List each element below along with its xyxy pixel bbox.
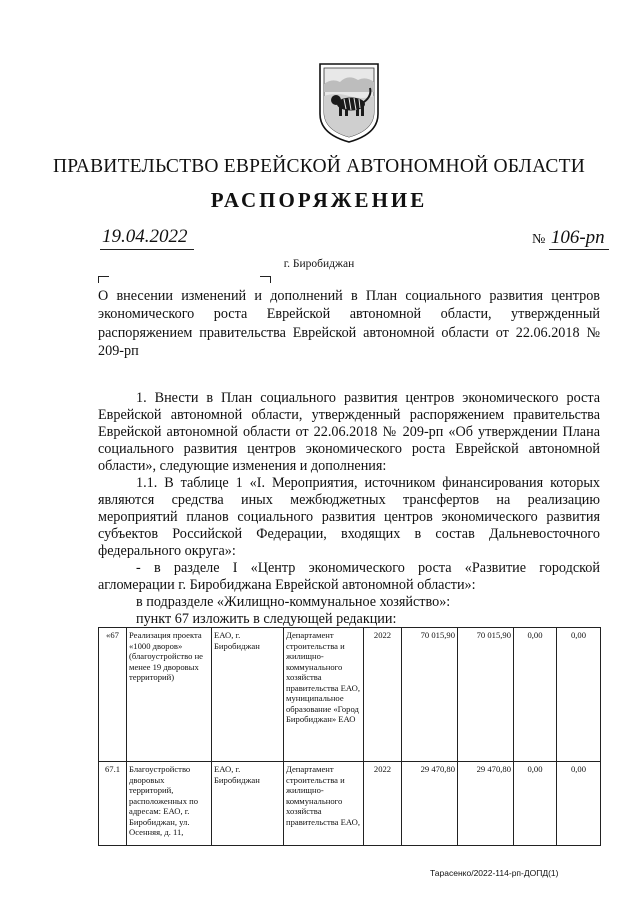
- government-title: ПРАВИТЕЛЬСТВО ЕВРЕЙСКОЙ АВТОНОМНОЙ ОБЛАСТИ: [52, 156, 586, 177]
- cell-year: 2022: [364, 628, 402, 762]
- cell-municipal: 0,00: [557, 762, 601, 846]
- cell-federal: 29 470,80: [458, 762, 514, 846]
- plan-table: [98, 627, 601, 846]
- subject-corner-left: [98, 276, 109, 283]
- document-number-block: [532, 227, 609, 249]
- cell-name: Благоустройство дворовых территорий, расположенных по адресам: ЕАО, г. Биробиджан, ул. Осенняя, д. 11,: [127, 762, 212, 846]
- paragraph-1-1: 1.1. В таблице 1 «I. Мероприятия, источником финансирования которых являются средства иных межбюджетных трансфертов на реализацию мероприятий планов социального развития центров экономического развития субъектов Российской Федерации, входящих в состав Дальневосточного федерального округа»:: [98, 475, 600, 559]
- coat-of-arms-icon: [318, 62, 380, 144]
- paragraph-item: пункт 67 изложить в следующей редакции:: [136, 611, 397, 627]
- cell-place: ЕАО, г. Биробиджан: [212, 628, 284, 762]
- cell-num: 67.1: [99, 762, 127, 846]
- cell-total: 70 015,90: [402, 628, 458, 762]
- cell-executor: Департамент строительства и жилищно-коммунального хозяйства правительства ЕАО,: [284, 762, 364, 846]
- cell-place: ЕАО, г. Биробиджан: [212, 762, 284, 846]
- document-number: 106-рп: [549, 227, 609, 250]
- table-row: [99, 628, 601, 762]
- document-date: 19.04.2022: [100, 226, 194, 250]
- number-prefix: №: [532, 232, 546, 247]
- cell-regional: 0,00: [514, 628, 557, 762]
- document-body: [98, 390, 600, 628]
- document-subject: О внесении изменений и дополнений в План социального развития центров экономического роста Еврейской автономной области, утвержденный распоряжением правительства Еврейской автономной области от 22.06.2018 № 209-рп: [98, 288, 600, 360]
- paragraph-section: - в разделе I «Центр экономического роста «Развитие городской агломерации г. Биробиджана Еврейской автономной области»:: [98, 560, 600, 593]
- cell-regional: 0,00: [514, 762, 557, 846]
- document-type: РАСПОРЯЖЕНИЕ: [210, 188, 428, 212]
- footer-reference: Тарасенко/2022-114-рп-ДОПД(1): [430, 868, 559, 878]
- cell-total: 29 470,80: [402, 762, 458, 846]
- cell-name: Реализация проекта «1000 дворов» (благоустройство не менее 19 дворовых территорий): [127, 628, 212, 762]
- table-row: [99, 762, 601, 846]
- paragraph-1: 1. Внести в План социального развития центров экономического роста Еврейской автономной области, утвержденный распоряжением правительства Еврейской автономной области от 22.06.2018 № 209-рп «Об утверждении Плана социального развития центров экономического роста Еврейской автономной области», следующие изменения и дополнения:: [98, 390, 600, 474]
- subject-corner-right: [260, 276, 271, 283]
- cell-municipal: 0,00: [557, 628, 601, 762]
- cell-num: «67: [99, 628, 127, 762]
- paragraph-subsection: в подразделе «Жилищно-коммунальное хозяйство»:: [136, 594, 451, 610]
- cell-year: 2022: [364, 762, 402, 846]
- cell-federal: 70 015,90: [458, 628, 514, 762]
- document-city: г. Биробиджан: [283, 258, 355, 270]
- cell-executor: Департамент строительства и жилищно-коммунального хозяйства правительства ЕАО, муниципальное образование «Город Биробиджан» ЕАО: [284, 628, 364, 762]
